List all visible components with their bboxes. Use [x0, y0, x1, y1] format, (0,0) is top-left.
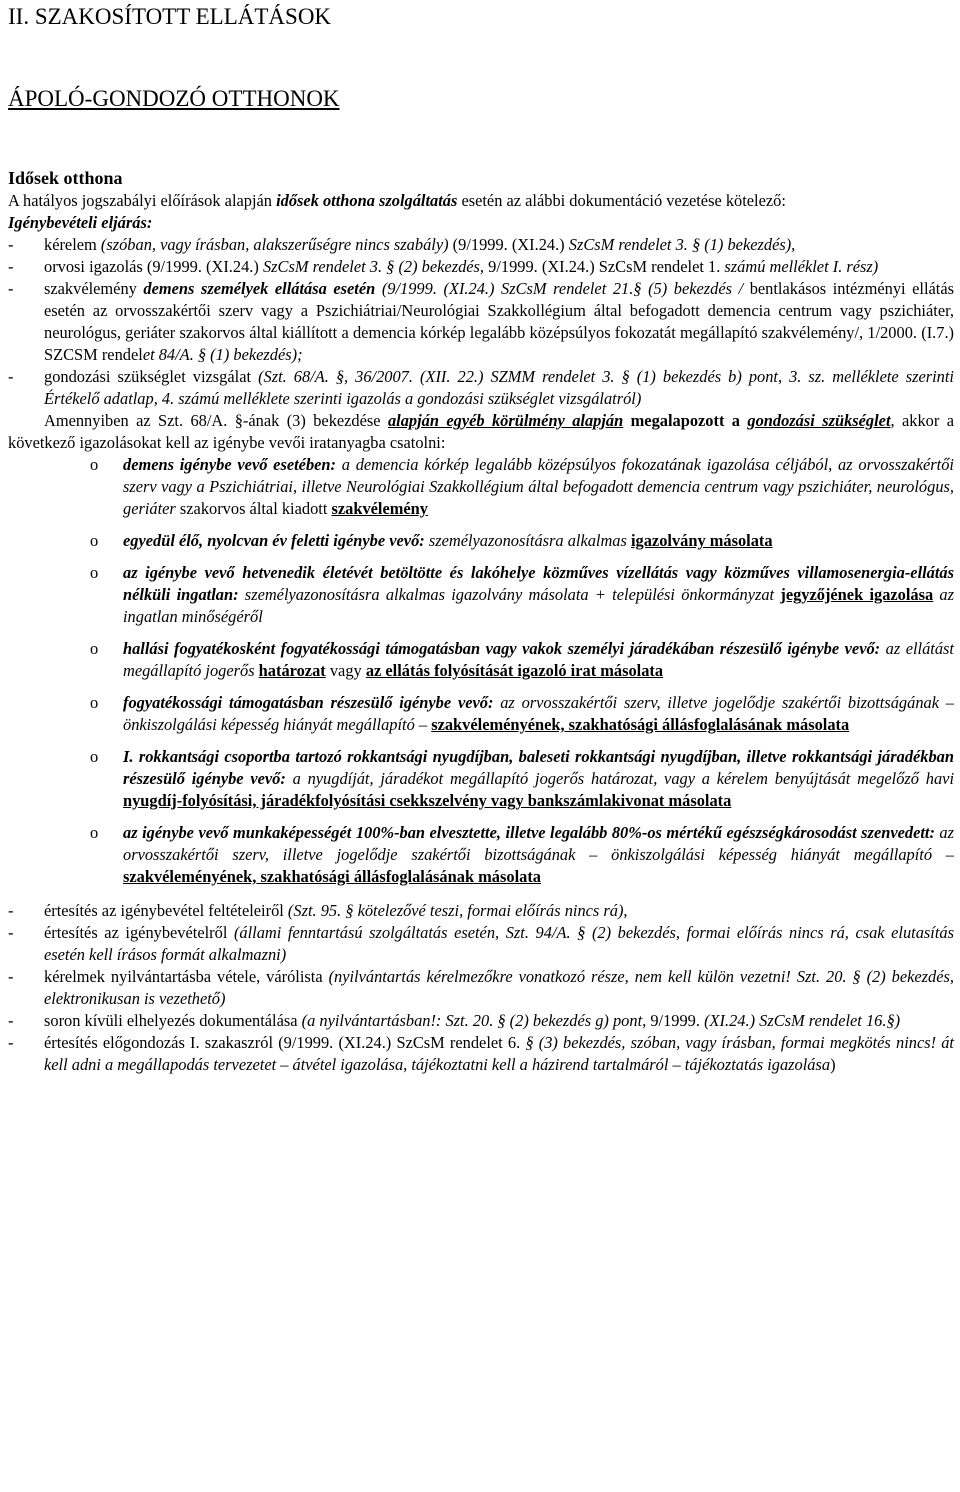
dash-marker: - [8, 367, 14, 386]
item-note: § (3) bekezdés, szóban, vagy írásban, formai megkötés nincs! át kell adni a megállapodás tervezetet – átvétel igazolása, tájékoztatni kell a házirend tartalmáról – tájékoztatás igazolása [44, 1033, 954, 1074]
procedure-heading: Igénybevételi eljárás: [8, 213, 153, 232]
bullet-marker: o [90, 563, 99, 582]
dash-item-varolista [8, 966, 954, 1010]
item-lead: az igénybe vevő hetvenedik életévét betöltötte és lakóhelye közműves vízellátás vagy közműves villamosenergia-ellátás nélküli ingatlan: [123, 563, 954, 604]
dash-item-gondozasi-szukseglet [8, 366, 954, 410]
dash-item-feltetelek [8, 900, 954, 922]
item-lead: demens igénybe vevő esetében: [123, 455, 336, 474]
item-body: az ellátást megállapító jogerős [123, 639, 954, 680]
dash-marker: - [8, 235, 14, 254]
list-item-hallasi [8, 638, 954, 682]
item-document: szakvéleményének, szakhatósági állásfoglalásának másolata [123, 867, 541, 886]
dash-marker: - [8, 923, 14, 942]
dash-marker: - [8, 257, 14, 276]
item-text: gondozási szükséglet vizsgálat [44, 367, 259, 386]
item-text: kérelmek nyilvántartásba vétele, várólista [44, 967, 329, 986]
item-note: SzCsM rendelet 3. § (2) bekezdés, [262, 257, 485, 276]
item-text: értesítés az igénybevételről [44, 923, 234, 942]
item-note: et 84/A. § (1) bekezdés); [142, 345, 303, 364]
item-text: szakvélemény [44, 279, 144, 298]
section-title: ÁPOLÓ-GONDOZÓ OTTHONOK [8, 86, 340, 111]
item-document: nyugdíj-folyósítási, járadékfolyósítási csekkszelvény vagy bankszámlakivonat másolata [123, 791, 732, 810]
dash-item-soron-kivuli [8, 1010, 954, 1032]
item-body: az ingatlan minőségéről [123, 585, 955, 626]
dash-marker: - [8, 1033, 14, 1052]
bullet-marker: o [90, 747, 99, 766]
bullet-marker: o [90, 639, 99, 658]
para-emphasis: alapján egyéb körülmény alapján [387, 411, 624, 430]
item-body: szakorvos által kiadott [179, 499, 332, 518]
item-document: az ellátás folyósítását igazoló irat másolata [365, 661, 664, 680]
item-lead: I. rokkantsági csoportba tartozó rokkantsági nyugdíjban, baleseti rokkantsági nyugdíjban, illetve rokkantsági járadékban részesülő igénybe vevő: [123, 747, 954, 788]
item-lead: az igénybe vevő munkaképességét 100%-ban elvesztette, illetve legalább 80%-os mértékű egészségkárosodást szenvedett: [123, 823, 935, 842]
item-document: jegyzőjének igazolása [780, 585, 934, 604]
para-text: Amennyiben az Szt. 68/A. §-ának (3) bekezdése [44, 411, 388, 430]
para-emphasis: gondozási szükséglet [747, 411, 891, 430]
dash-marker: - [8, 1011, 14, 1030]
certificate-list [8, 454, 954, 888]
item-text: (9/1999. (XI.24.) [448, 235, 569, 254]
dash-item-igenybevetel [8, 922, 954, 966]
item-lead: egyedül élő, nyolcvan év feletti igénybe vevő: [123, 531, 425, 550]
item-text: 9/1999. (XI.24.) SzCsM rendelet 1. [484, 257, 725, 276]
chapter-title: II. SZAKOSÍTOTT ELLÁTÁSOK [8, 4, 332, 29]
para-bold: megalapozott a [623, 411, 748, 430]
bullet-marker: o [90, 455, 99, 474]
item-emphasis: demens személyek ellátása esetén [143, 279, 376, 298]
condition-paragraph [8, 410, 954, 454]
dash-item-szakvelemeny [8, 278, 954, 366]
item-text: soron kívüli elhelyezés dokumentálása [44, 1011, 302, 1030]
notification-list [8, 900, 954, 1076]
item-note: (Szt. 68/A. §, 36/2007. (XII. 22.) SZMM rendelet 3. § (1) bekezdés b) pont, 3. sz. melléklete szerinti Értékelő adatlap, 4. számú melléklete szerinti igazolás a gondozási szükséglet vizsgálatról) [44, 367, 954, 408]
item-document: szakvélemény [331, 499, 428, 518]
item-lead: fogyatékossági támogatásban részesülő igénybe vevő: [123, 693, 494, 712]
item-note: SzCsM rendelet 3. § (1) bekezdés), [568, 235, 796, 254]
bullet-marker: o [90, 693, 99, 712]
intro-text-end: esetén az alábbi dokumentáció vezetése kötelező: [457, 191, 786, 210]
item-document: igazolvány másolata [630, 531, 773, 550]
list-item-egyedul-elo [8, 530, 954, 552]
dash-marker: - [8, 901, 14, 920]
item-body: az orvosszakértői szerv, illetve jogelődje szakértői bizottságának – önkiszolgálási képesség hiányát megállapító – [123, 693, 954, 734]
item-text: bentlakásos intézményi ellátás esetén az orvosszakértői szerv vagy a Pszichiátriai/Neurológiai Szakkollégium által befogadott demencia centrum vagy pszichiáter, neurológus, geriáter szakorvos által kiállított a demencia kórkép legalább középsúlyos fokozatát megállapító szakvélemény/, 1/2000. (I.7.) SZCSM rendel [44, 279, 955, 364]
dash-marker: - [8, 279, 14, 298]
item-text: értesítés előgondozás I. szakaszról (9/1999. (XI.24.) SzCsM rendelet 6. [44, 1033, 526, 1052]
item-lead: hallási fogyatékosként fogyatékossági támogatásban vagy vakok személyi járadékában részesülő igénybe vevő: [123, 639, 881, 658]
item-text: ) [830, 1055, 836, 1074]
item-note: (9/1999. (XI.24.) SzCsM rendelet 21.§ (5) bekezdés / [375, 279, 744, 298]
item-body: vagy [325, 661, 366, 680]
item-note: (állami fenntartású szolgáltatás esetén, Szt. 94/A. § (2) bekezdés, formai előírás nincs rá, csak elutasítás esetén kell írásos formát alkalmazni) [44, 923, 954, 964]
intro-text: A hatályos jogszabályi előírások alapján [8, 191, 277, 210]
subsection-title: Idősek otthona [8, 168, 123, 188]
para-text: , akkor a következő igazolásokat kell az igénybe vevői iratanyagba csatolni: [8, 411, 955, 452]
item-body: a demencia kórkép legalább középsúlyos fokozatának igazolása céljából, az orvosszakértői szerv vagy a Pszichiátriai, illetve Neurológiai Szakkollégium által befogadott demencia centrum vagy pszichiáter, neurológus, geriáter [123, 455, 954, 518]
item-note: (XI.24.) SzCsM rendelet 16.§) [704, 1011, 901, 1030]
list-item-munkakepesseg [8, 822, 954, 888]
item-body: a nyugdíját, járadékot megállapító jogerős határozat, vagy a kérelem benyújtását megelőző havi [285, 769, 954, 788]
intro-emphasis: idősek otthona szolgáltatás [276, 191, 458, 210]
bullet-marker: o [90, 531, 99, 550]
item-note: (szóban, vagy írásban, alakszerűségre nincs szabály) [100, 235, 449, 254]
item-body: személyazonosításra alkalmas [424, 531, 631, 550]
list-item-rokkantsagi [8, 746, 954, 812]
item-text: 9/1999. [646, 1011, 705, 1030]
item-note: (a nyilvántartásban!: Szt. 20. § (2) bekezdés g) pont, [301, 1011, 647, 1030]
item-note: (nyilvántartás kérelmezőkre vonatkozó része, nem kell külön vezetni! Szt. 20. § (2) bekezdés, elektronikusan is vezethető) [44, 967, 954, 1008]
list-item-demens [8, 454, 954, 520]
item-document: szakvéleményének, szakhatósági állásfoglalásának másolata [431, 715, 850, 734]
dash-marker: - [8, 967, 14, 986]
item-text: értesítés az igénybevétel feltételeiről [44, 901, 288, 920]
item-note: (Szt. 95. § kötelezővé teszi, formai előírás nincs rá), [287, 901, 628, 920]
item-body: az orvosszakértői szerv, illetve jogelődje szakértői bizottságának – önkiszolgálási képesség hiányát megállapító – [123, 823, 954, 864]
list-item-fogyatekossagi [8, 692, 954, 736]
bullet-marker: o [90, 823, 99, 842]
item-text: orvosi igazolás (9/1999. (XI.24.) [44, 257, 263, 276]
intro-paragraph [8, 190, 954, 212]
dash-item-orvosi-igazolas [8, 256, 954, 278]
item-document: határozat [258, 661, 326, 680]
item-text: kérelem [44, 235, 101, 254]
item-note: számú melléklet I. rész) [724, 257, 879, 276]
dash-item-kerelem [8, 234, 954, 256]
list-item-kozmuves [8, 562, 954, 628]
dash-item-elogondozas [8, 1032, 954, 1076]
item-body: személyazonosításra alkalmas igazolvány másolata + települési önkormányzat [238, 585, 781, 604]
